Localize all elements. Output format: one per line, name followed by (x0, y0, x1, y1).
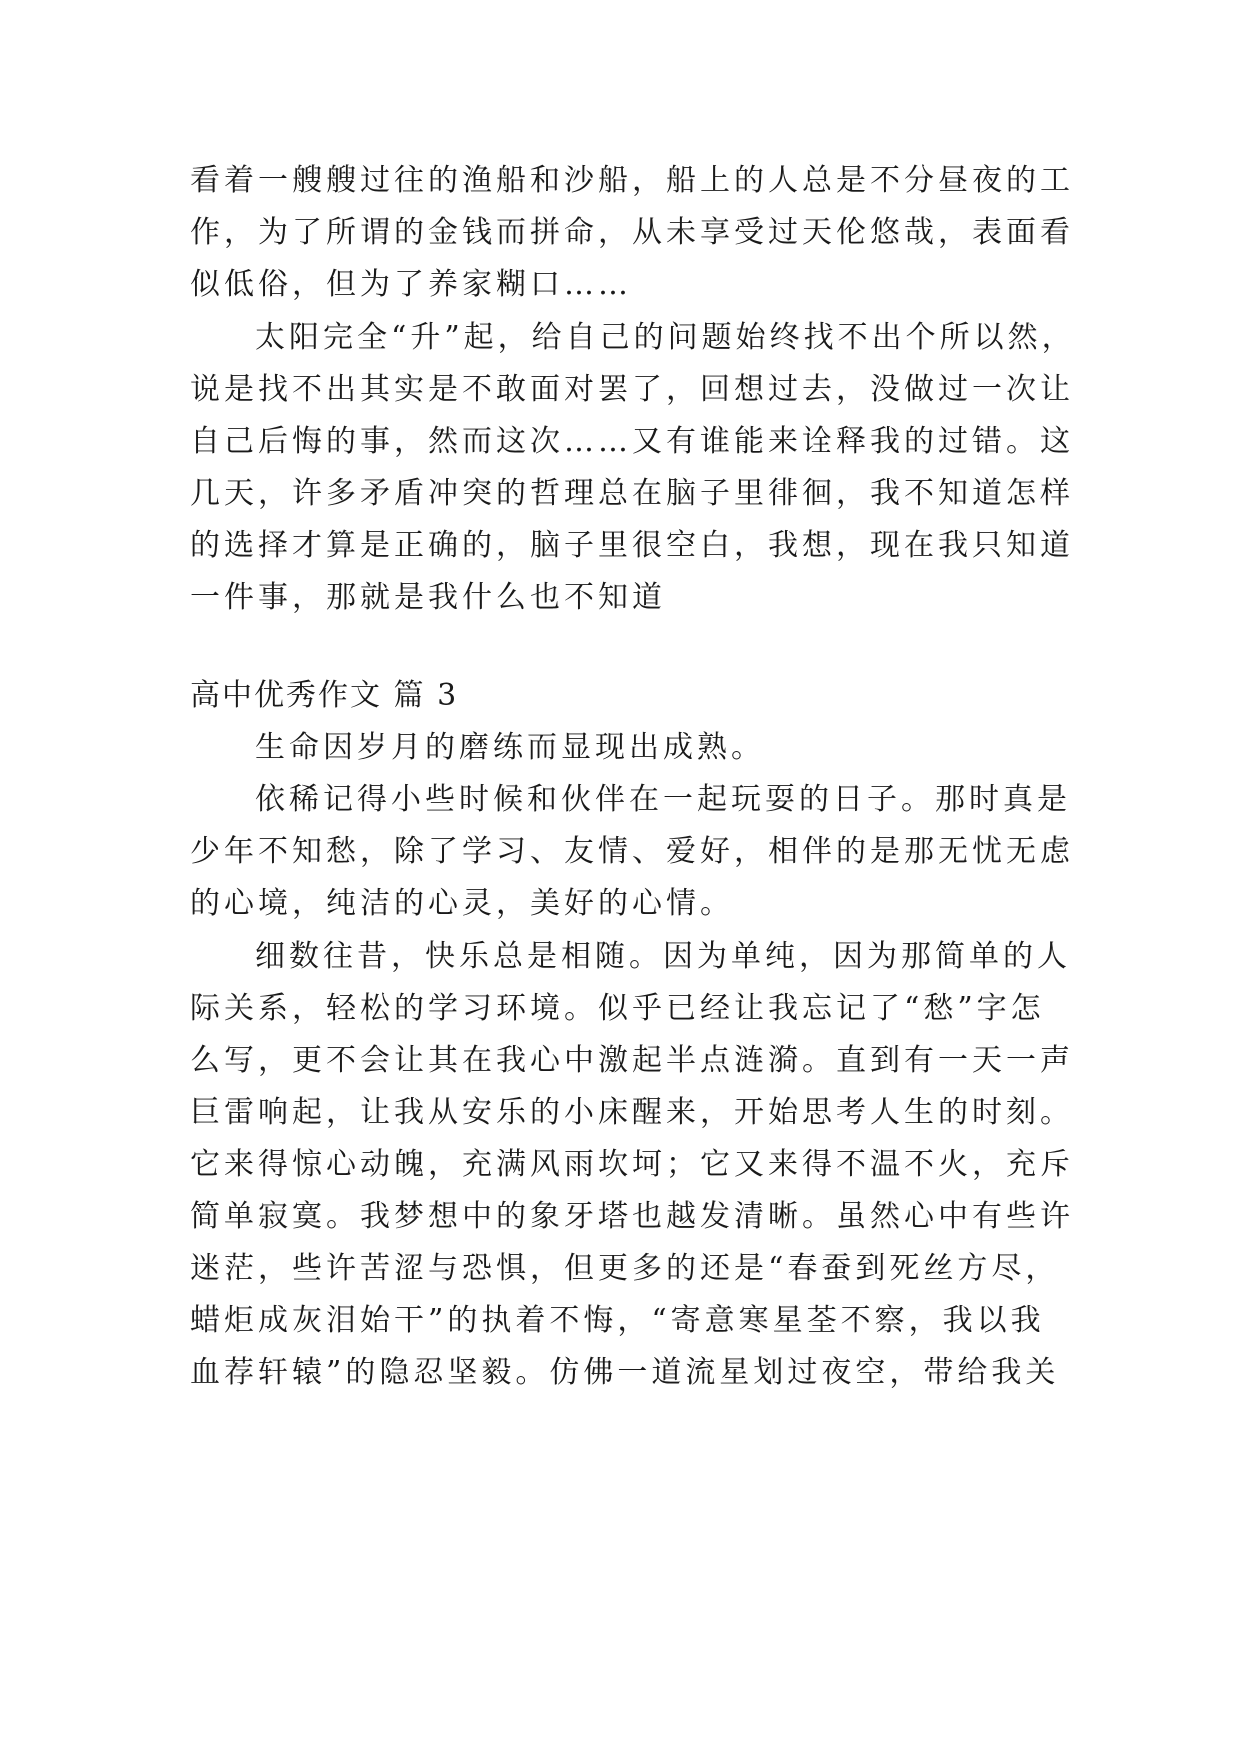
paragraph-line: 际关系，轻松的学习环境。似乎已经让我忘记了“愁”字怎 (190, 991, 1045, 1026)
paragraph-line: 巨雷响起，让我从安乐的小床醒来，开始思考人生的时刻。 (190, 1095, 1074, 1130)
paragraph-line: 蜡炬成灰泪始干”的执着不悔，“寄意寒星荃不察，我以我 (190, 1303, 1045, 1338)
paragraph-line: 的心境，纯洁的心灵，美好的心情。 (190, 886, 734, 921)
paragraph-line: 迷茫，些许苦涩与恐惧，但更多的还是“春蚕到死丝方尽， (190, 1251, 1060, 1286)
paragraph-line: 作，为了所谓的金钱而拼命，从未享受过天伦悠哉，表面看 (190, 215, 1074, 250)
paragraph-line: 的选择才算是正确的，脑子里很空白，我想，现在我只知道 (190, 528, 1074, 563)
paragraph-line: 么写，更不会让其在我心中激起半点涟漪。直到有一天一声 (190, 1043, 1074, 1078)
section-title: 高中优秀作文 篇 3 (190, 678, 459, 713)
paragraph-line: 几天，许多矛盾冲突的哲理总在脑子里徘徊，我不知道怎样 (190, 476, 1074, 511)
paragraph-line: 自己后悔的事，然而这次……又有谁能来诠释我的过错。这 (190, 424, 1074, 459)
paragraph-first-line: 依稀记得小些时候和伙伴在一起玩耍的日子。那时真是 (255, 782, 1071, 817)
paragraph-line: 少年不知愁，除了学习、友情、爱好，相伴的是那无忧无虑 (190, 834, 1074, 869)
paragraph-first-line: 太阳完全“升”起，给自己的问题始终找不出个所以然， (255, 320, 1076, 355)
paragraph-line: 一件事，那就是我什么也不知道 (190, 580, 666, 615)
paragraph-first-line: 细数往昔，快乐总是相随。因为单纯，因为那简单的人 (255, 939, 1071, 974)
paragraph-line: 似低俗，但为了养家糊口…… (190, 267, 632, 302)
paragraph-first-line: 生命因岁月的磨练而显现出成熟。 (255, 730, 765, 765)
paragraph-line: 说是找不出其实是不敢面对罢了，回想过去，没做过一次让 (190, 372, 1074, 407)
paragraph-line: 血荐轩辕”的隐忍坚毅。仿佛一道流星划过夜空，带给我关 (190, 1355, 1060, 1390)
paragraph-line: 简单寂寞。我梦想中的象牙塔也越发清晰。虽然心中有些许 (190, 1199, 1074, 1234)
paragraph-line: 看着一艘艘过往的渔船和沙船，船上的人总是不分昼夜的工 (190, 163, 1074, 198)
paragraph-line: 它来得惊心动魄，充满风雨坎坷；它又来得不温不火，充斥 (190, 1147, 1074, 1182)
